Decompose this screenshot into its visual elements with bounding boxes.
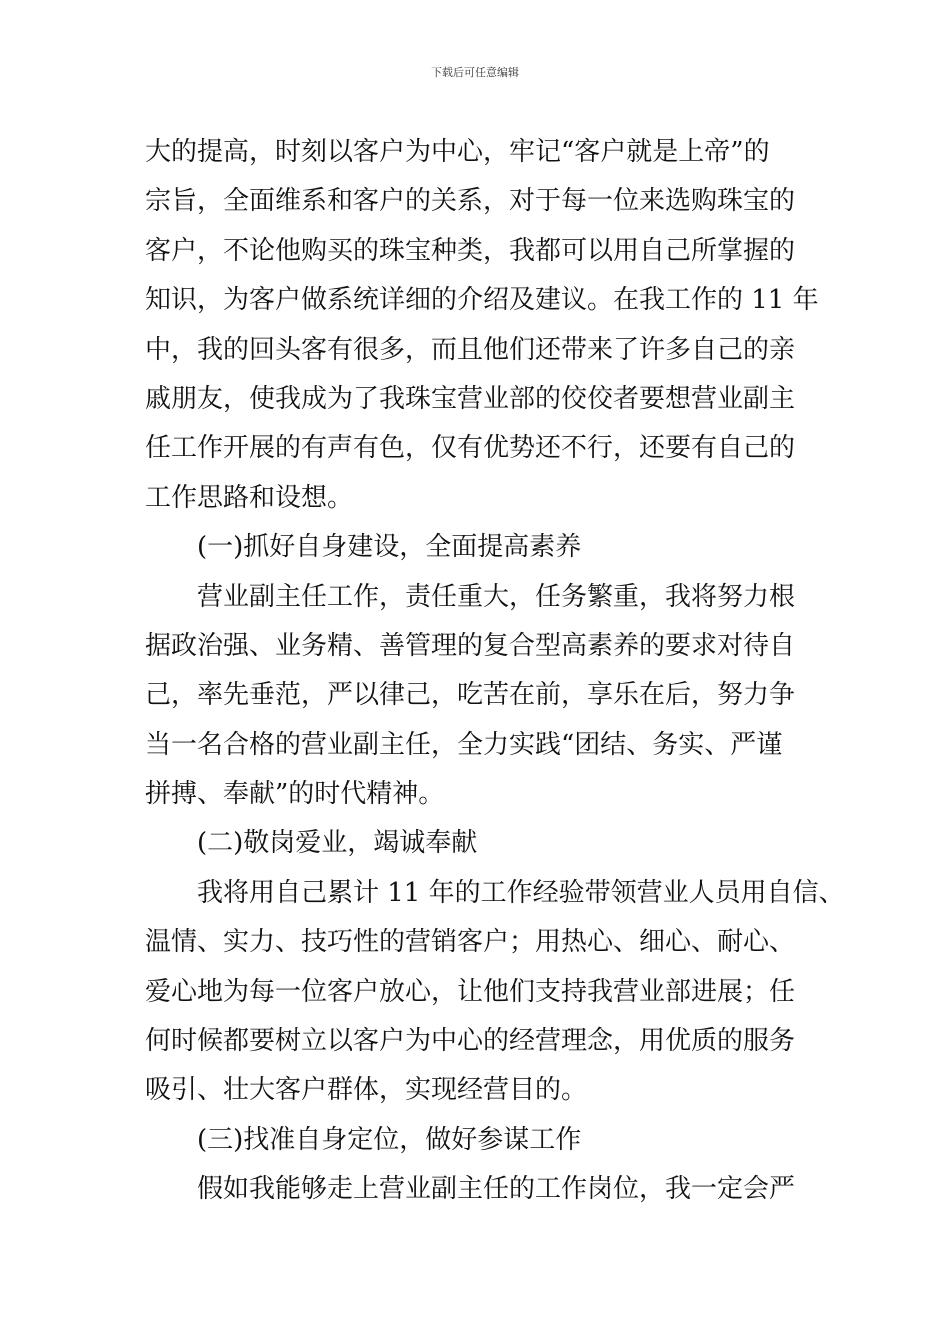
text-line-10: 营业副主任工作，责任重大，任务繁重，我将努力根: [197, 581, 796, 612]
document-body: [145, 128, 845, 1215]
text-line-7: 任工作开展的有声有色，仅有优势还不行，还要有自己的: [145, 433, 796, 464]
text-line-2: 宗旨，全面维系和客户的关系，对于每一位来选购珠宝的: [145, 186, 796, 217]
text-line-19: 何时候都要树立以客户为中心的经营理念，用优质的服务: [145, 1026, 796, 1057]
text-line-1: 大的提高，时刻以客户为中心，牢记“客户就是上帝”的: [145, 137, 770, 167]
section-heading-2: (二)敬岗爱业，竭诚奉献: [197, 828, 478, 859]
page-header: 下载后可任意编辑: [431, 66, 519, 79]
text-line-13: 当一名合格的营业副主任，全力实践“团结、务实、严谨: [145, 729, 783, 760]
section-heading-3: (三)找准自身定位，做好参谋工作: [197, 1124, 582, 1155]
section-heading-1: (一)抓好自身建设，全面提高素养: [197, 532, 582, 563]
text-line-3: 客户，不论他购买的珠宝种类，我都可以用自己所掌握的: [145, 235, 796, 266]
text-line-12: 己，率先垂范，严以律己，吃苦在前，享乐在后，努力争: [145, 680, 796, 711]
text-line-8: 工作思路和设想。: [145, 482, 354, 513]
text-line-17: 温情、实力、技巧性的营销客户；用热心、细心、耐心、: [145, 927, 796, 958]
text-line-11: 据政治强、业务精、善管理的复合型高素养的要求对待自: [145, 630, 796, 661]
text-line-20: 吸引、壮大客户群体，实现经营目的。: [145, 1075, 588, 1106]
text-line-5: 中，我的回头客有很多，而且他们还带来了许多自己的亲: [145, 334, 796, 365]
text-line-14: 拼搏、奉献”的时代精神。: [145, 779, 445, 810]
text-line-6: 戚朋友，使我成为了我珠宝营业部的佼佼者要想营业副主: [145, 383, 796, 414]
text-line-4: 知识，为客户做系统详细的介绍及建议。在我工作的 11 年: [145, 285, 819, 316]
text-line-18: 爱心地为每一位客户放心，让他们支持我营业部进展；任: [145, 976, 796, 1007]
text-line-22: 假如我能够走上营业副主任的工作岗位，我一定会严: [197, 1174, 796, 1205]
text-line-16: 我将用自己累计 11 年的工作经验带领营业人员用自信、: [197, 877, 845, 908]
